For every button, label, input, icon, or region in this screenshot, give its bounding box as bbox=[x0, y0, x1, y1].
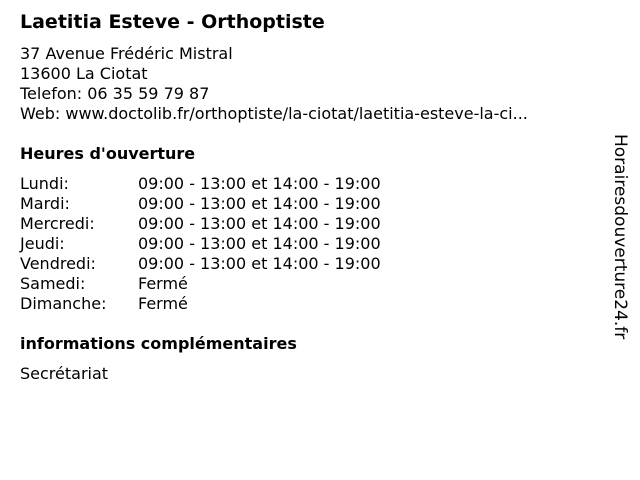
hours-row-friday bbox=[20, 254, 381, 274]
day-hours: 09:00 - 13:00 et 14:00 - 19:00 bbox=[138, 174, 381, 193]
phone-text: Telefon: 06 35 59 79 87 bbox=[20, 84, 210, 103]
day-hours: 09:00 - 13:00 et 14:00 - 19:00 bbox=[138, 214, 381, 233]
day-hours: 09:00 - 13:00 et 14:00 - 19:00 bbox=[138, 234, 381, 253]
day-hours: Fermé bbox=[138, 274, 188, 293]
day-hours: Fermé bbox=[138, 294, 188, 313]
site-brand-vertical: Horairesdouverture24.fr bbox=[610, 134, 630, 340]
day-label: Mardi: bbox=[20, 194, 70, 213]
hours-row-wednesday bbox=[20, 214, 381, 234]
day-hours: 09:00 - 13:00 et 14:00 - 19:00 bbox=[138, 194, 381, 213]
website-text: Web: www.doctolib.fr/orthoptiste/la-ciotat/laetitia-esteve-la-ci... bbox=[20, 104, 528, 123]
hours-row-thursday bbox=[20, 234, 381, 254]
hours-row-saturday bbox=[20, 274, 381, 294]
hours-row-sunday bbox=[20, 294, 381, 314]
address-city: 13600 La Ciotat bbox=[20, 64, 148, 83]
day-label: Mercredi: bbox=[20, 214, 95, 233]
day-label: Jeudi: bbox=[20, 234, 65, 253]
page-title: Laetitia Esteve - Orthoptiste bbox=[20, 11, 325, 33]
opening-hours-heading: Heures d'ouverture bbox=[20, 144, 196, 163]
day-label: Dimanche: bbox=[20, 294, 107, 313]
day-label: Vendredi: bbox=[20, 254, 96, 273]
hours-row-tuesday bbox=[20, 194, 381, 214]
business-contact bbox=[20, 44, 528, 124]
day-label: Samedi: bbox=[20, 274, 86, 293]
additional-info-heading: informations complémentaires bbox=[20, 334, 297, 353]
additional-info-text: Secrétariat bbox=[20, 364, 109, 383]
day-hours: 09:00 - 13:00 et 14:00 - 19:00 bbox=[138, 254, 381, 273]
hours-row-monday bbox=[20, 174, 381, 194]
opening-hours-table bbox=[20, 174, 381, 314]
day-label: Lundi: bbox=[20, 174, 69, 193]
address-street: 37 Avenue Frédéric Mistral bbox=[20, 44, 233, 63]
